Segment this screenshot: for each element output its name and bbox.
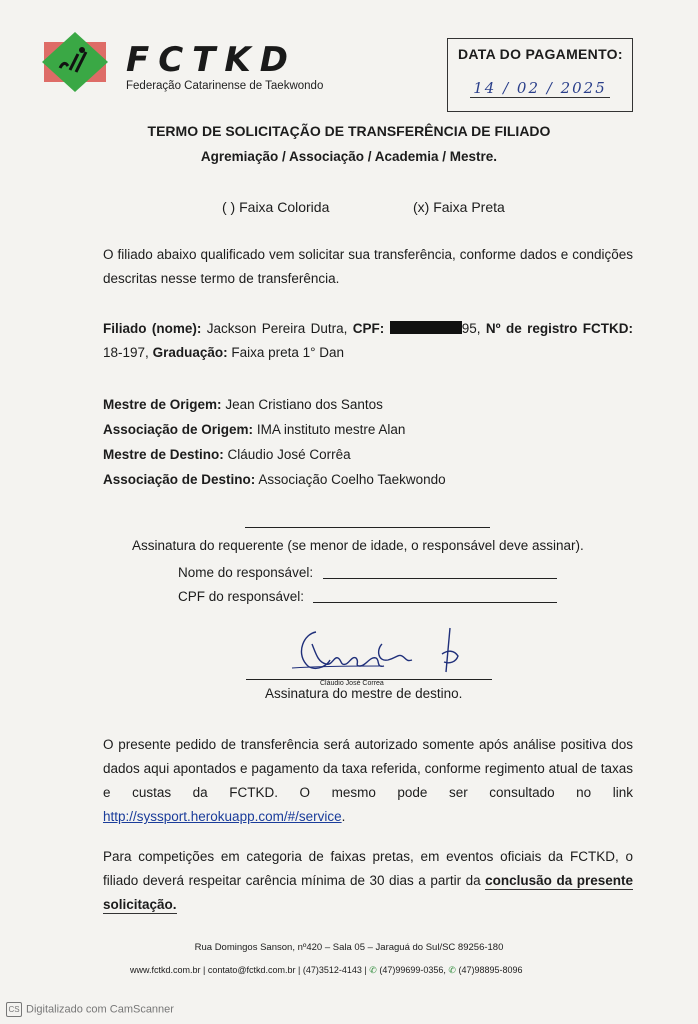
- camscanner-watermark: CS Digitalizado com CamScanner: [6, 1002, 174, 1017]
- notice-text: O presente pedido de transferência será autorizado somente após análise positiva dos dados aqui apontados e pagamento da taxa referida, conforme regimento atual de taxas e custas da FCTKD. O mesmo pode ser consultado no link: [103, 737, 633, 800]
- requerente-signature-caption: Assinatura do requerente (se menor de idade, o responsável deve assinar).: [132, 538, 584, 553]
- logo-wordmark: FCTKD: [126, 40, 297, 80]
- payment-date-box: [447, 38, 633, 112]
- field-associacao-destino: Associação de Destino: Associação Coelho Taekwondo: [103, 472, 446, 487]
- transfer-fields: [103, 392, 446, 492]
- document-subtitle: Agremiação / Associação / Academia / Mestre.: [200, 149, 498, 164]
- fctkd-logo-icon: [42, 32, 108, 92]
- competitions-text: Para competições em categoria de faixas pretas, em eventos oficiais da FCTKD, o filiado deverá respeitar carência mínima de 30 dias a partir da: [103, 849, 633, 888]
- intro-paragraph: O filiado abaixo qualificado vem solicitar sua transferência, conforme dados e condições descritas nesse termo de transferência.: [103, 247, 633, 286]
- filiado-paragraph: [103, 317, 633, 365]
- field-mestre-origem: Mestre de Origem: Jean Cristiano dos Santos: [103, 397, 383, 412]
- whatsapp-icon: ✆: [448, 965, 456, 975]
- competitions-paragraph: [103, 845, 633, 917]
- footer-address: Rua Domingos Sanson, nº420 – Sala 05 – Jaraguá do Sul/SC 89256-180: [194, 942, 504, 953]
- filiado-grad-value: Faixa preta 1° Dan: [231, 345, 345, 360]
- filiado-cpf-label: CPF:: [352, 321, 385, 336]
- payment-date-value: 14 / 02 / 2025: [448, 79, 632, 98]
- notice-paragraph: O presente pedido de transferência será autorizado somente após análise positiva dos dados aqui apontados e pagamento da taxa referida, conforme regimento atual de taxas e custas da FCTKD. O mesmo pode ser consultado no link http://syssport.herokuapp.com/#/service.: [103, 737, 633, 824]
- filiado-cpf-suffix: 95,: [461, 321, 481, 336]
- filiado-reg-value: 18-197,: [103, 345, 149, 360]
- responsavel-nome-line: [323, 578, 557, 579]
- signature-printed-name: Cláudio José Correa: [320, 680, 384, 687]
- option-faixa-preta: (x) Faixa Preta: [413, 199, 505, 215]
- filiado-grad-label: Graduação:: [152, 345, 228, 360]
- responsavel-cpf-line: [313, 602, 557, 603]
- footer-phone2: (47)99699-0356,: [379, 965, 446, 975]
- footer-site: www.fctkd.com.br: [130, 965, 201, 975]
- notice-link[interactable]: http://syssport.herokuapp.com/#/service: [103, 809, 342, 824]
- mestre-signature-caption: Assinatura do mestre de destino.: [265, 686, 463, 701]
- cpf-redaction: [390, 321, 462, 334]
- footer-email: contato@fctkd.com.br: [207, 965, 296, 975]
- footer-phone3: (47)98895-8096: [458, 965, 523, 975]
- footer-contacts: www.fctkd.com.br | contato@fctkd.com.br | (47)3512-4143 | ✆ (47)99699-0356, ✆ (47)98895-8096: [130, 965, 523, 975]
- camscanner-icon: CS: [6, 1002, 22, 1017]
- requerente-signature-line: [245, 527, 490, 528]
- filiado-reg-label: Nº de registro FCTKD:: [485, 321, 633, 336]
- field-mestre-destino: Mestre de Destino: Cláudio José Corrêa: [103, 447, 351, 462]
- responsavel-cpf-label: CPF do responsável:: [178, 589, 305, 604]
- whatsapp-icon: ✆: [369, 965, 377, 975]
- filiado-name-value: Jackson Pereira Dutra,: [206, 321, 348, 336]
- competitions-bold: conclusão da presente solicitação.: [103, 873, 633, 912]
- field-associacao-origem: Associação de Origem: IMA instituto mestre Alan: [103, 422, 406, 437]
- handwritten-signature-icon: [282, 624, 472, 680]
- responsavel-nome-label: Nome do responsável:: [178, 565, 314, 580]
- option-faixa-colorida: ( ) Faixa Colorida: [222, 199, 330, 215]
- document-title: TERMO DE SOLICITAÇÃO DE TRANSFERÊNCIA DE FILIADO: [147, 123, 551, 139]
- payment-date-label: DATA DO PAGAMENTO:: [458, 46, 623, 62]
- filiado-name-label: Filiado (nome):: [103, 321, 202, 336]
- footer-phone1: (47)3512-4143: [302, 965, 362, 975]
- logo-subtitle: Federação Catarinense de Taekwondo: [126, 80, 324, 92]
